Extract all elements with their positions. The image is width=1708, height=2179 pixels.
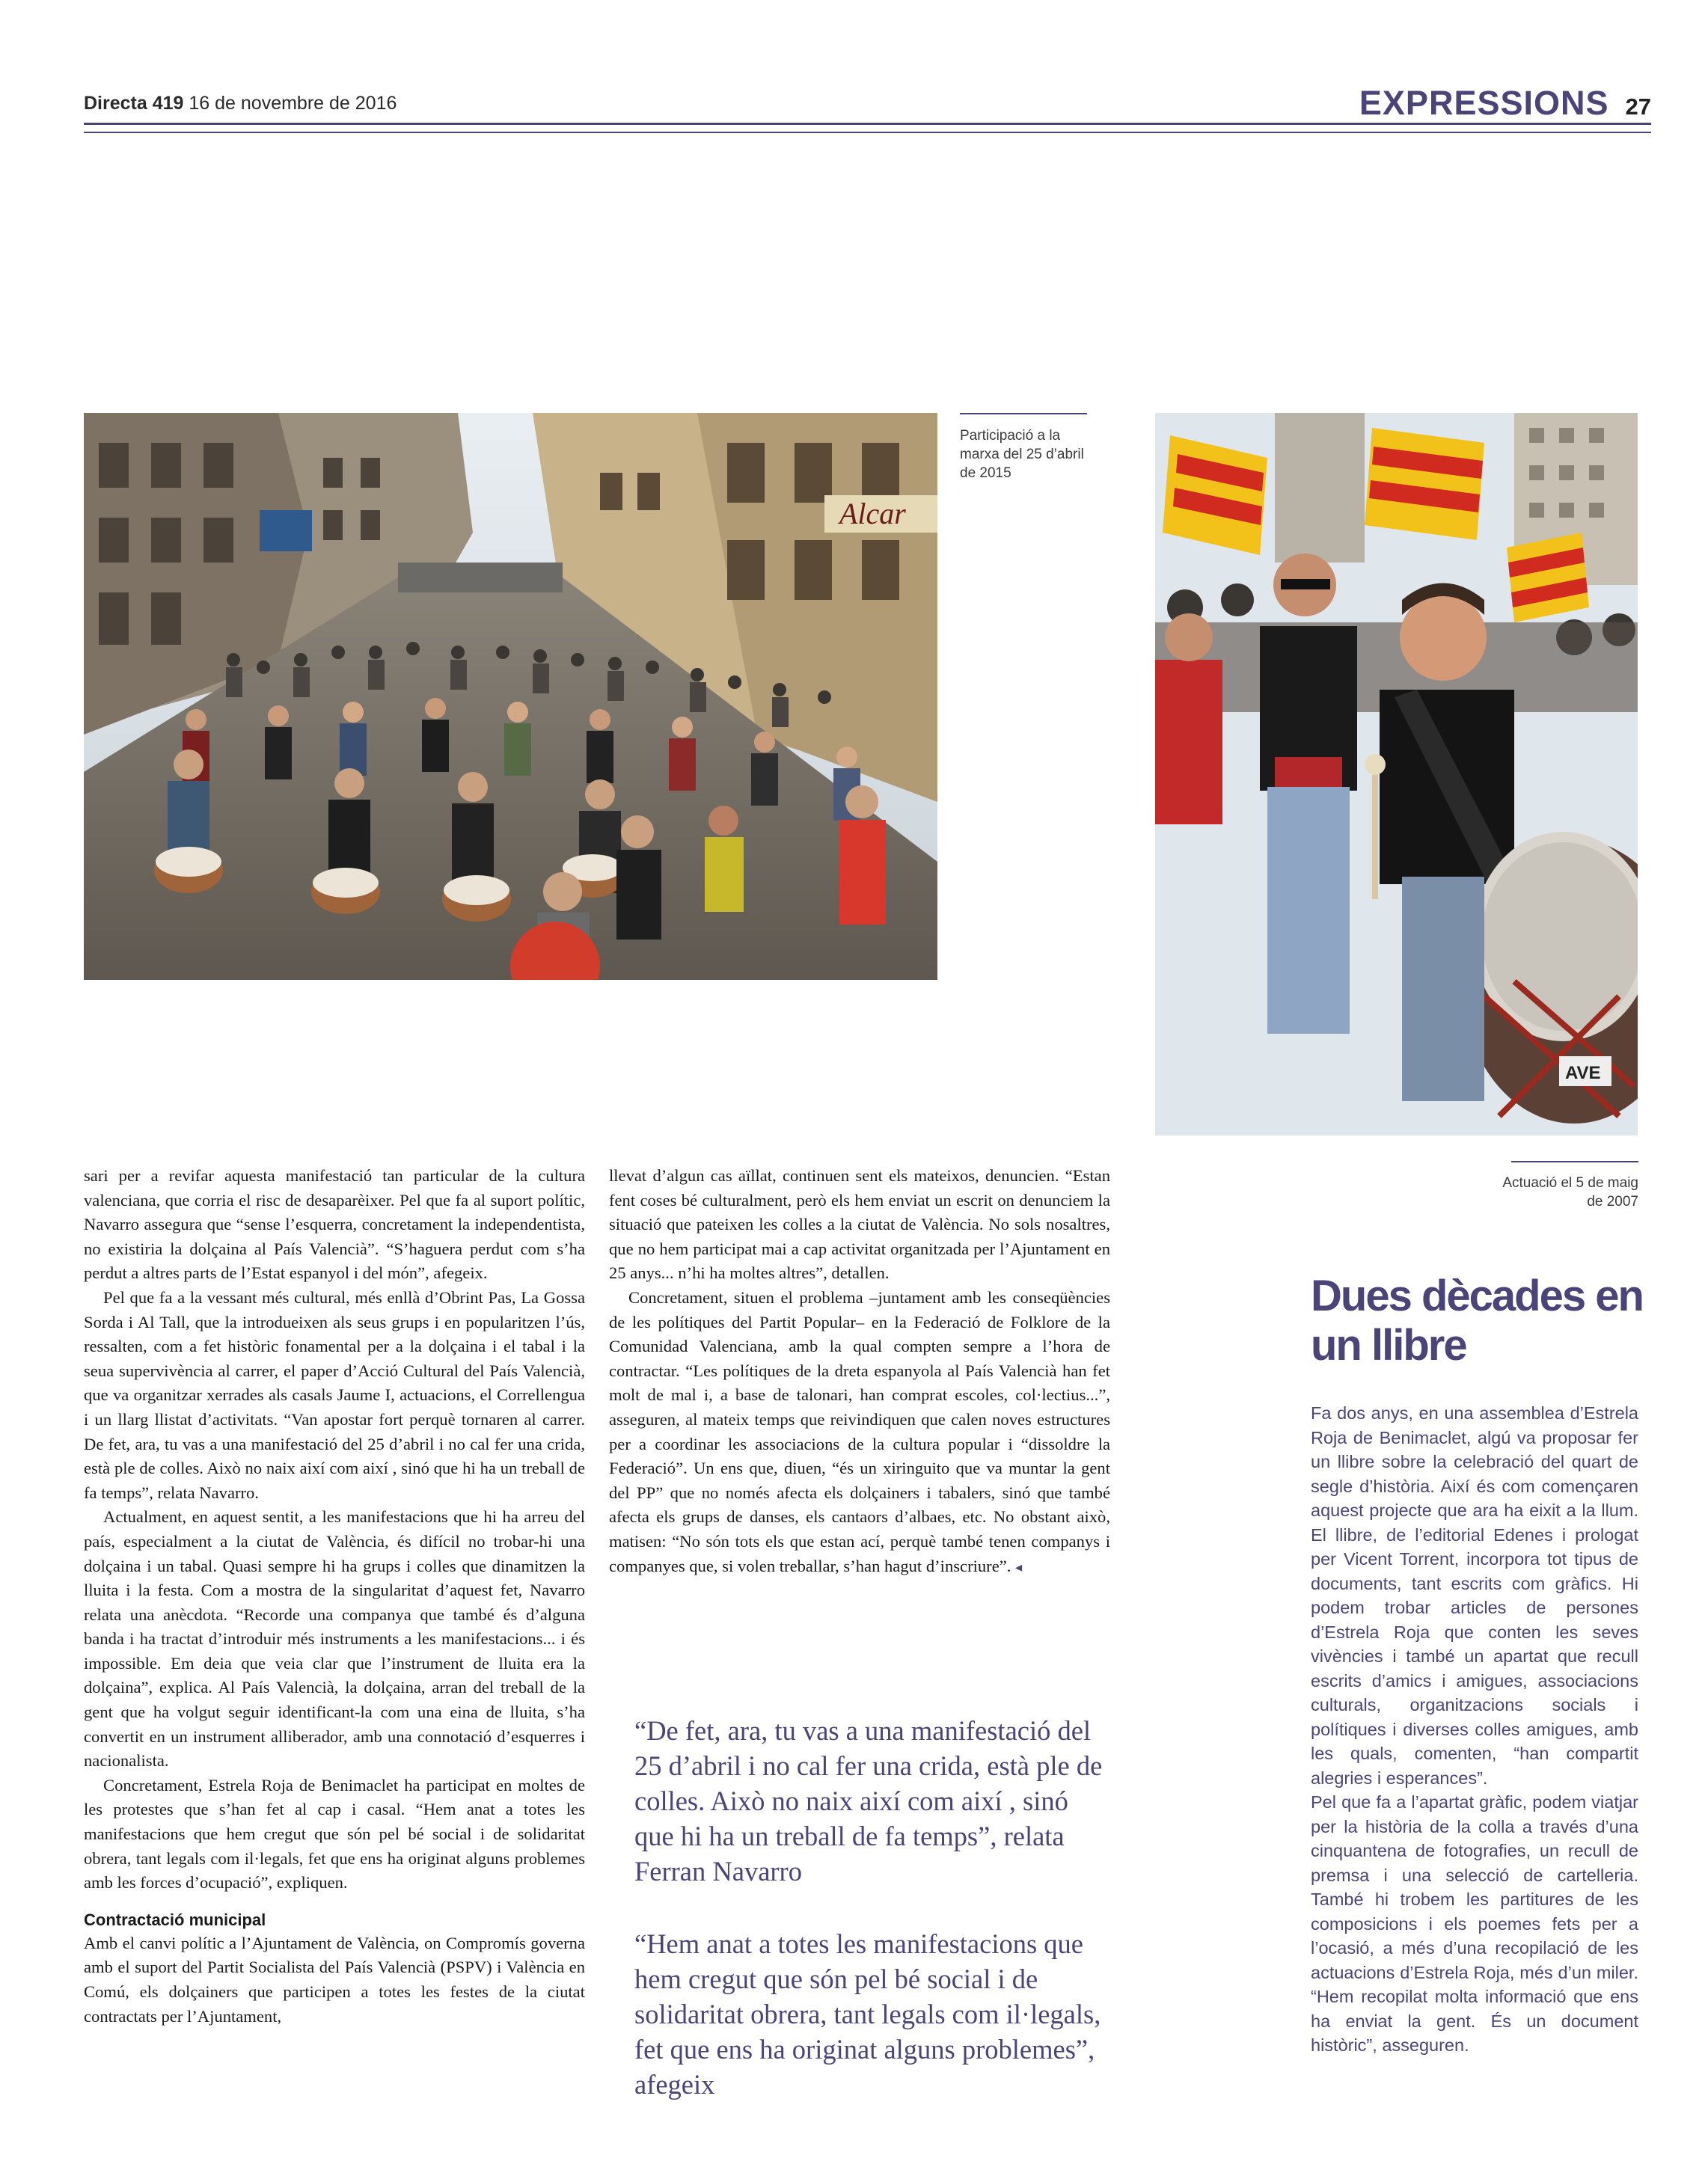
section-name: EXPRESSIONS [1359,84,1609,122]
svg-text:AVE: AVE [1565,1063,1601,1083]
sidebar-paragraph: Pel que fa a l’apartat gràfic, podem viatjar per la història de la colla a través d’una cinquantena de fotografies, un recull de premsa i una selecció de cartelleria. També hi trobem les partitures de les composicions i els poemes fets per a l’ocasió, a més d’una recopilació de les actuacions d’Estrela Roja, més d’un miler. “Hem recopilat molta informació que ens ha enviat la gent. És un document històric”, asseguren. [1311,1792,1638,2055]
header-rule [84,123,1651,125]
sidebar-paragraph: Fa dos anys, en una assemblea d’Estrela Roja de Benimaclet, algú va proposar fer un llibre sobre la celebració del quart de segle d’història. Així és com començaren aquest projecte que ara ha eixit a la llum. El llibre, de l’editorial Edenes i prologat per Vicent Torrent, incorpora tot tipus de documents, tant escrits com gràfics. Hi podem trobar articles de persones d’Estrela Roja que conten les seves vivències i també un apartat que recull escrits d’amics i amigues, associacions culturals, organitzacions socials i polítiques i diverses colles amigues, amb les quals, comenten, “han compartit alegries i esperances”. [1311,1403,1638,1788]
article-column-1 [84,1164,585,2029]
article-subheading: Contractació municipal [84,1910,266,1929]
issue-date: 16 de novembre de 2016 [189,93,397,114]
article-paragraph [609,1286,1110,1579]
article-paragraph: Pel que fa a la vessant més cultural, més enllà d’Obrint Pas, La Gossa Sorda i Al Tall, que la introdueixen als seus grups i en popularitzen l’ús, ressalten, com a fet històric fonamental per a la dolçaina i el tabal i la seua supervivència al carrer, el paper d’Acció Cultural del País Valencià, que va organitzar xerrades als casals Jaume I, actuacions, el Correllengua i un llarg llistat d’activitats. “Van apostar fort perquè tornaren al carrer. De fet, ara, tu vas a una manifestació del 25 d’abril i no cal fer una crida, està ple de colles. Això no naix així com així , sinó que hi ha un treball de fa temps”, relata Navarro. [84,1287,585,1502]
article-paragraph: Actualment, en aquest sentit, a les manifestacions que hi ha arreu del país, especialment a la ciutat de València, és difícil no trobar-hi una dolçaina i un tabal. Quasi sempre hi ha grups i colles que dinamitzen la lluita i la festa. Com a mostra de la singularitat d’aquest fet, Navarro relata una anècdota. “Recorde una companya que també és d’alguna banda i ha tractat d’introduir més instruments a les manifestacions... i és impossible. Em deia que veia clar que l’instrument de lluita era la dolçaina”, explica. Al País Valencià, la dolçaina, arran del treball de la gent que ha volgut seguir identificant-la com una eina de lluita, s’ha convertit en un instrument alliberador, amb una connotació d’esquerres i nacionalista. [84,1507,585,1771]
caption-rule [960,413,1087,414]
march-photo [84,413,937,980]
drummer-photo [1155,413,1638,1136]
svg-text:Alcar: Alcar [839,497,906,530]
pull-quote-1: “De fet, ara, tu vas a una manifestació del 25 d’abril i no cal fer una crida, està ple de colles. Això no naix així com així , sinó que hi ha un treball de fa temps”, relata Ferran Navarro [634,1715,1103,1887]
sidebar-body [1311,1401,1638,2058]
caption-rule-right [1511,1161,1638,1162]
pull-quote-2: “Hem anat a totes les manifestacions que hem cregut que són pel bé social i de solidaritat obrera, tant legals com il·legals, fet que ens ha originat alguns problemes”, afegeix [634,1928,1101,2100]
section-header [1359,84,1651,123]
publication-name: Directa 419 [84,93,184,114]
article-paragraph: llevat d’algun cas aïllat, continuen sent els mateixos, denuncien. “Estan fent coses bé culturalment, però els hem enviat un escrit on denunciem la situació que pateixen les colles a la ciutat de València. No sols nosaltres, que no hem participat mai a cap activitat organitzada per l’Ajuntament en 25 anys... n’hi ha moltes altres”, detallen. [609,1166,1110,1283]
article-paragraph-text: Concretament, situen el problema –juntament amb les conseqüències de les polítiques del Partit Popular– en la Federació de Folklore de la Comunidad Valenciana, amb la qual compten sempre a l’hora de contractar. “Les polítiques de la dreta espanyola al País Valencià han fet molt de mal i, a base de talonari, han comprat escoles, col·lectius...”, asseguren, al mateix temps que reivindiquen que calen noves estructures per a coordinar les associacions de la cultura popular i “dissoldre la Federació”. Un ens que, diuen, “és un xiringuito que va muntar la gent del PP” que no només afecta els dolçainers i tabalers, sinó que també afecta els grups de danses, els cantaors d’albaes, etc. No obstant això, matisen: “No són tots els que estan ací, perquè també tenen companys i companyes que, si volen treballar, s’han hagut d’inscriure”. [609,1287,1110,1575]
article-column-2 [609,1164,1110,1579]
header-rule-thin [84,132,1651,133]
end-of-article-mark: ◂ [1015,1559,1023,1575]
article-paragraph: Amb el canvi polític a l’Ajuntament de València, on Compromís governa amb el suport del Partit Socialista del País Valencià (PSPV) i València en Comú, els dolçainers que participen a totes les festes de la ciutat contractats per l’Ajuntament, [84,1933,585,2026]
article-paragraph: Concretament, Estrela Roja de Benimaclet ha participat en moltes de les protestes que s’han fet al cap i casal. “Hem anat a totes les manifestacions que hem cregut que són pel bé social i de solidaritat obrera, tant legals com il·legals, fet que ens ha originat alguns problemes amb les forces d’ocupació”, expliquen. [84,1775,585,1893]
photo-caption-right: Actuació el 5 de maig de 2007 [1502,1175,1638,1210]
article-paragraph: sari per a revifar aquesta manifestació tan particular de la cultura valenciana, que corria el risc de desaparèixer. Pel que fa al suport polític, Navarro assegura que “sense l’esquerra, concretament la independentista, no existiria la dolçaina al País Valencià”. “S’haguera perdut com s’ha perdut a altres parts de l’Estat espanyol i del món”, afegeix. [84,1166,585,1283]
sidebar-title: Dues dècades en un llibre [1311,1272,1643,1370]
page-number: 27 [1625,94,1651,120]
issue-line [84,93,397,114]
photo-caption-left: Participació a la marxa del 25 d’abril de 2015 [960,428,1084,481]
